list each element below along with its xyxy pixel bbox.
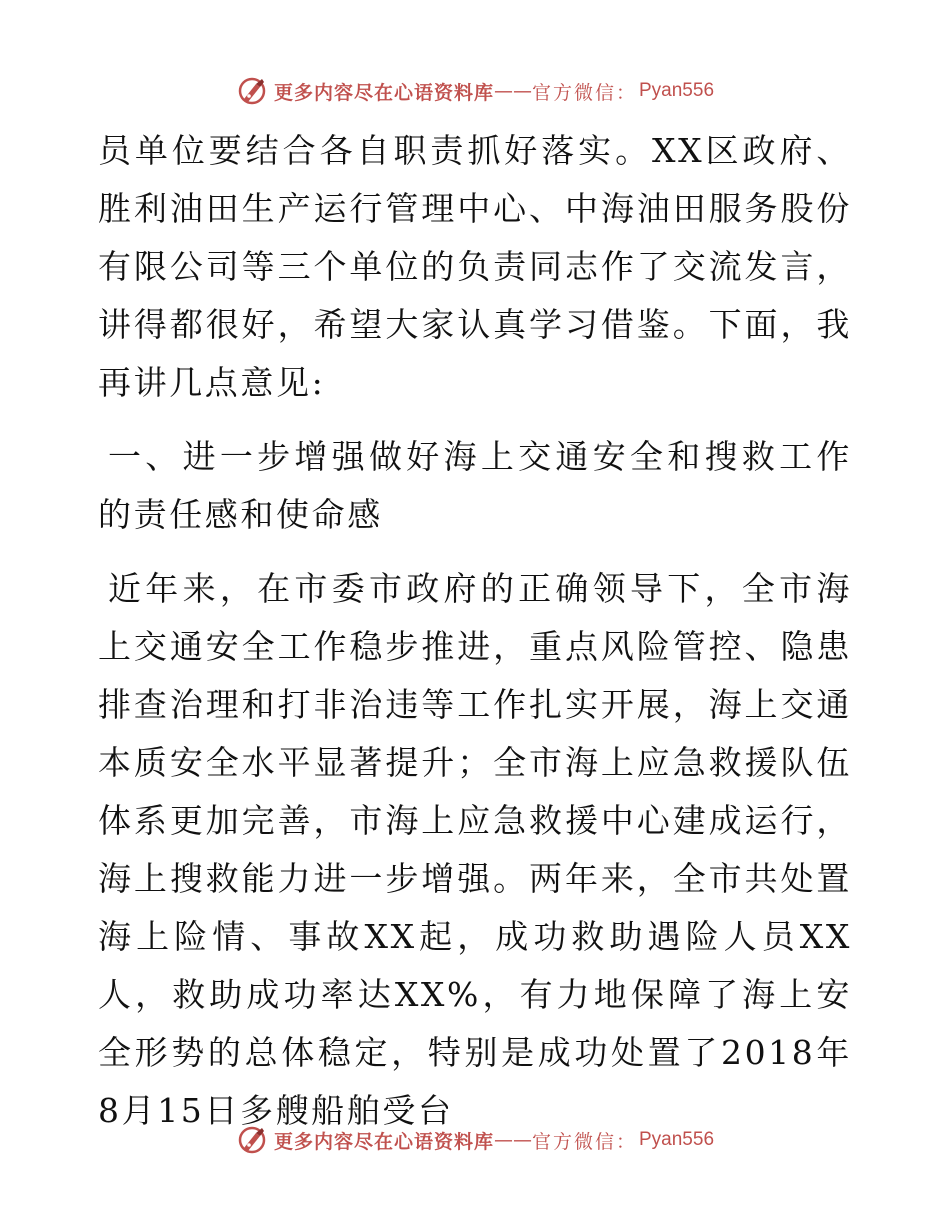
footer-watermark-banner xyxy=(0,1120,950,1160)
header-watermark-banner xyxy=(0,71,950,111)
pen-nib-logo-icon xyxy=(236,1124,268,1156)
wechat-id: Pyan556 xyxy=(639,1129,715,1150)
wechat-id: Pyan556 xyxy=(639,80,715,101)
pen-nib-logo-icon xyxy=(236,75,268,107)
document-body xyxy=(98,122,852,1140)
brand-name: 更多内容尽在心语资料库 xyxy=(273,1130,494,1153)
wechat-label: 官方微信： xyxy=(531,1130,637,1153)
section-heading: 一、进一步增强做好海上交通安全和搜救工作的责任感和使命感 xyxy=(98,437,852,534)
paragraph-body: 近年来，在市委市政府的正确领导下，全市海上交通安全工作稳步推进，重点风险管控、隐患排查治理和打非治违等工作扎实开展，海上交通本质安全水平显著提升；全市海上应急救援队伍体系更加完善，市海上应急救援中心建成运行，海上搜救能力进一步增强。两年来，全市共处置海上险情、事故XX起，成功救助遇险人员XX人，救助成功率达XX%，有力地保障了海上安全形势的总体稳定，特别是成功处置了2018年8月15日多艘船舶受台 xyxy=(98,569,852,1130)
banner-separator: —— xyxy=(493,1129,532,1151)
paragraph-intro: 员单位要结合各自职责抓好落实。XX区政府、胜利油田生产运行管理中心、中海油田服务股份有限公司等三个单位的负责同志作了交流发言，讲得都很好，希望大家认真学习借鉴。下面，我再讲几点意见: xyxy=(98,131,852,402)
wechat-label: 官方微信： xyxy=(531,81,637,104)
banner-separator: —— xyxy=(493,80,532,102)
brand-name: 更多内容尽在心语资料库 xyxy=(273,81,494,104)
